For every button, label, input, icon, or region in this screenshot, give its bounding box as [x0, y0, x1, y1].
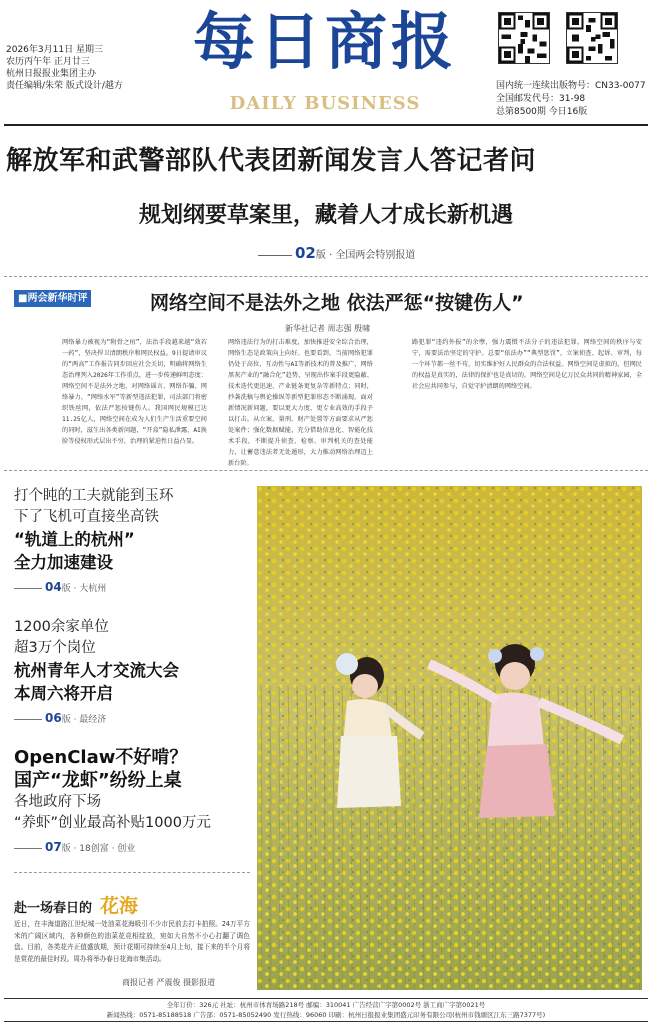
publication-info — [496, 80, 648, 119]
editors-line: 责任编辑/朱荣 版式设计/越方 — [6, 81, 123, 91]
article-column: 网络暴力被视为“附骨之疽”，法治手段越来越“效若一药”，坚决捍卫清朗秩序和网民权益。9日提请审议的“两高”工作报告同步回应社会关切，明确将网络生态治理列入2026年工作重点，进一步传递鲜明态度：网络空间不是法外之地，对网络谣言、网络诈骗、网络暴力、“网络水军”等新型违法犯罪，司法部门将密织铁丝网，依法严惩按键伤人。我国网民规模已达11.25亿人，网络空间在成为人们生产生活重要空间的同时，滋生出各类新问题，“开盒”隐私泄露、AI换脸等侵权形式层出不穷，治理的紧迫性日益凸显。 — [62, 339, 207, 445]
divider — [4, 124, 648, 126]
main-headline[interactable]: 解放军和武警部队代表团新闻发言人答记者问 — [6, 146, 537, 176]
rapeseed-field-photo — [257, 486, 642, 990]
flower-headline[interactable]: 赴一场春日的 花海 — [14, 895, 139, 917]
issue-number: 总第8500期 今日16版 — [496, 107, 588, 117]
article-column: 路犯罪“违约外报”的余孽，强力震慑不法分子的违法犯罪。网络空间的秩序与安宁，需要法治坚定的守护。总要“依法办”“典型惩罚”，立案侦查、起诉、审判，每一个环节都一丝不苟，切实维护好人民群众的合法权益。网络空间是虚拟的，但网民的权益是真实的，法律的保护也是真切的。网络空间是亿万民众共同的精神家园，全社会应共同参与，自觉守护清朗的网络空间。 — [412, 339, 642, 390]
teaser-job-fair[interactable]: 1200余家单位 超3万个岗位 杭州青年人才交流大会 本周六将开启 06版 · 最经济 — [14, 619, 179, 725]
section-tag: ■两会新华时评 — [14, 290, 91, 307]
footer — [4, 998, 648, 1022]
page-number: 04 — [45, 580, 62, 594]
photo-credit: 商报记者 严震俊 摄影报道 — [122, 978, 216, 987]
sponsor-line: 杭州日报报业集团主办 — [6, 69, 97, 79]
footer-line: 全年订价：326元 社址：杭州市体育场路218号 邮编：310041 广告经营广字第0002号 浙工商广字第0021号 — [166, 1001, 486, 1009]
sub-headline[interactable]: 规划纲要草案里，藏着人才成长新机遇 — [138, 203, 513, 228]
page-number: 02 — [295, 244, 316, 262]
page-number: 07 — [45, 840, 62, 854]
feature-headline[interactable]: 网络空间不是法外之地 依法严惩“按键伤人” — [150, 292, 524, 314]
divider — [4, 276, 648, 277]
cn-number: 国内统一连续出版物号：CN33-0077 — [496, 81, 646, 91]
footer-line: 新闻热线：0571-85188518 广告部：0571-85052490 发行热线：96060 印刷：杭州日报报业集团盛元印务有限公司(杭州市钱塘区江东三路7377号) — [106, 1011, 546, 1019]
flower-caption: 近日，在丰海道路江世纪城一处油菜花海吸引不少市民前去打卡拍照。24万平方米的广阔区域内，各种颜色的油菜花竞相绽放，宛如大自然不小心打翻了调色盘。目前，各类花卉正值盛放期，预计花期可持续至4月上旬，接下来的半个月将是赏花的最佳时段。周办将举办春日花海市集活动。 — [14, 920, 250, 963]
masthead-logo: 每日商报 — [192, 5, 457, 78]
qr-code-icon — [566, 12, 618, 64]
teaser-rail-transit[interactable]: 打个盹的工夫就能到玉环 下了飞机可直接坐高铁 “轨道上的杭州” 全力加速建设 04版 · 大杭州 — [14, 488, 174, 594]
masthead-english: DAILY BUSINESS — [229, 93, 421, 114]
qr-code-icon — [498, 12, 550, 64]
headline-page-ref — [258, 244, 458, 262]
page-number: 06 — [45, 711, 62, 725]
lunar-date: 农历丙午年 正月廿三 — [6, 57, 90, 67]
postal-code: 全国邮发代号：31-98 — [496, 94, 586, 104]
divider — [14, 872, 250, 873]
byline: 新华社记者 周志强 殷啸 — [285, 324, 371, 333]
page-section: 版 · 全国两会特别报道 — [315, 250, 416, 261]
issue-date: 2026年3月11日 星期三 — [6, 45, 103, 55]
header-info — [6, 44, 156, 92]
teaser-openclaw[interactable]: OpenClaw不好啃？ 国产“龙虾”纷纷上桌 各地政府下场 “养虾”创业最高补贴1000万元 07版 · 18创富 · 创业 — [14, 747, 211, 854]
divider — [4, 470, 648, 471]
article-column: 网络违法行为的打击难度，加快推进安全综合治理，网络生态是政策向上向好。也要看到，当前网络犯罪仍处于高位，互动性与AI等新技术的普及推广，网络黑灰产业的“融合化”趋势，呈现出作案手段更隐蔽、技术迭代更迅速、产业链条更复杂等新特点；同时，抄袭洗稿与舆论操纵等新型犯罪形态不断涌现。面对新情况新问题，要以更大力度、更专业高效的手段予以打击。从立案、量刑、财产处置等方面要求从严惩处案件；强化数据赋能，充分借助信息化、智能化技术手段，不断提升侦查、检察、审判机关的查处能力，让蓄意违法者无处遁形，大力推动网络治理迈上新台阶。 — [228, 339, 373, 467]
